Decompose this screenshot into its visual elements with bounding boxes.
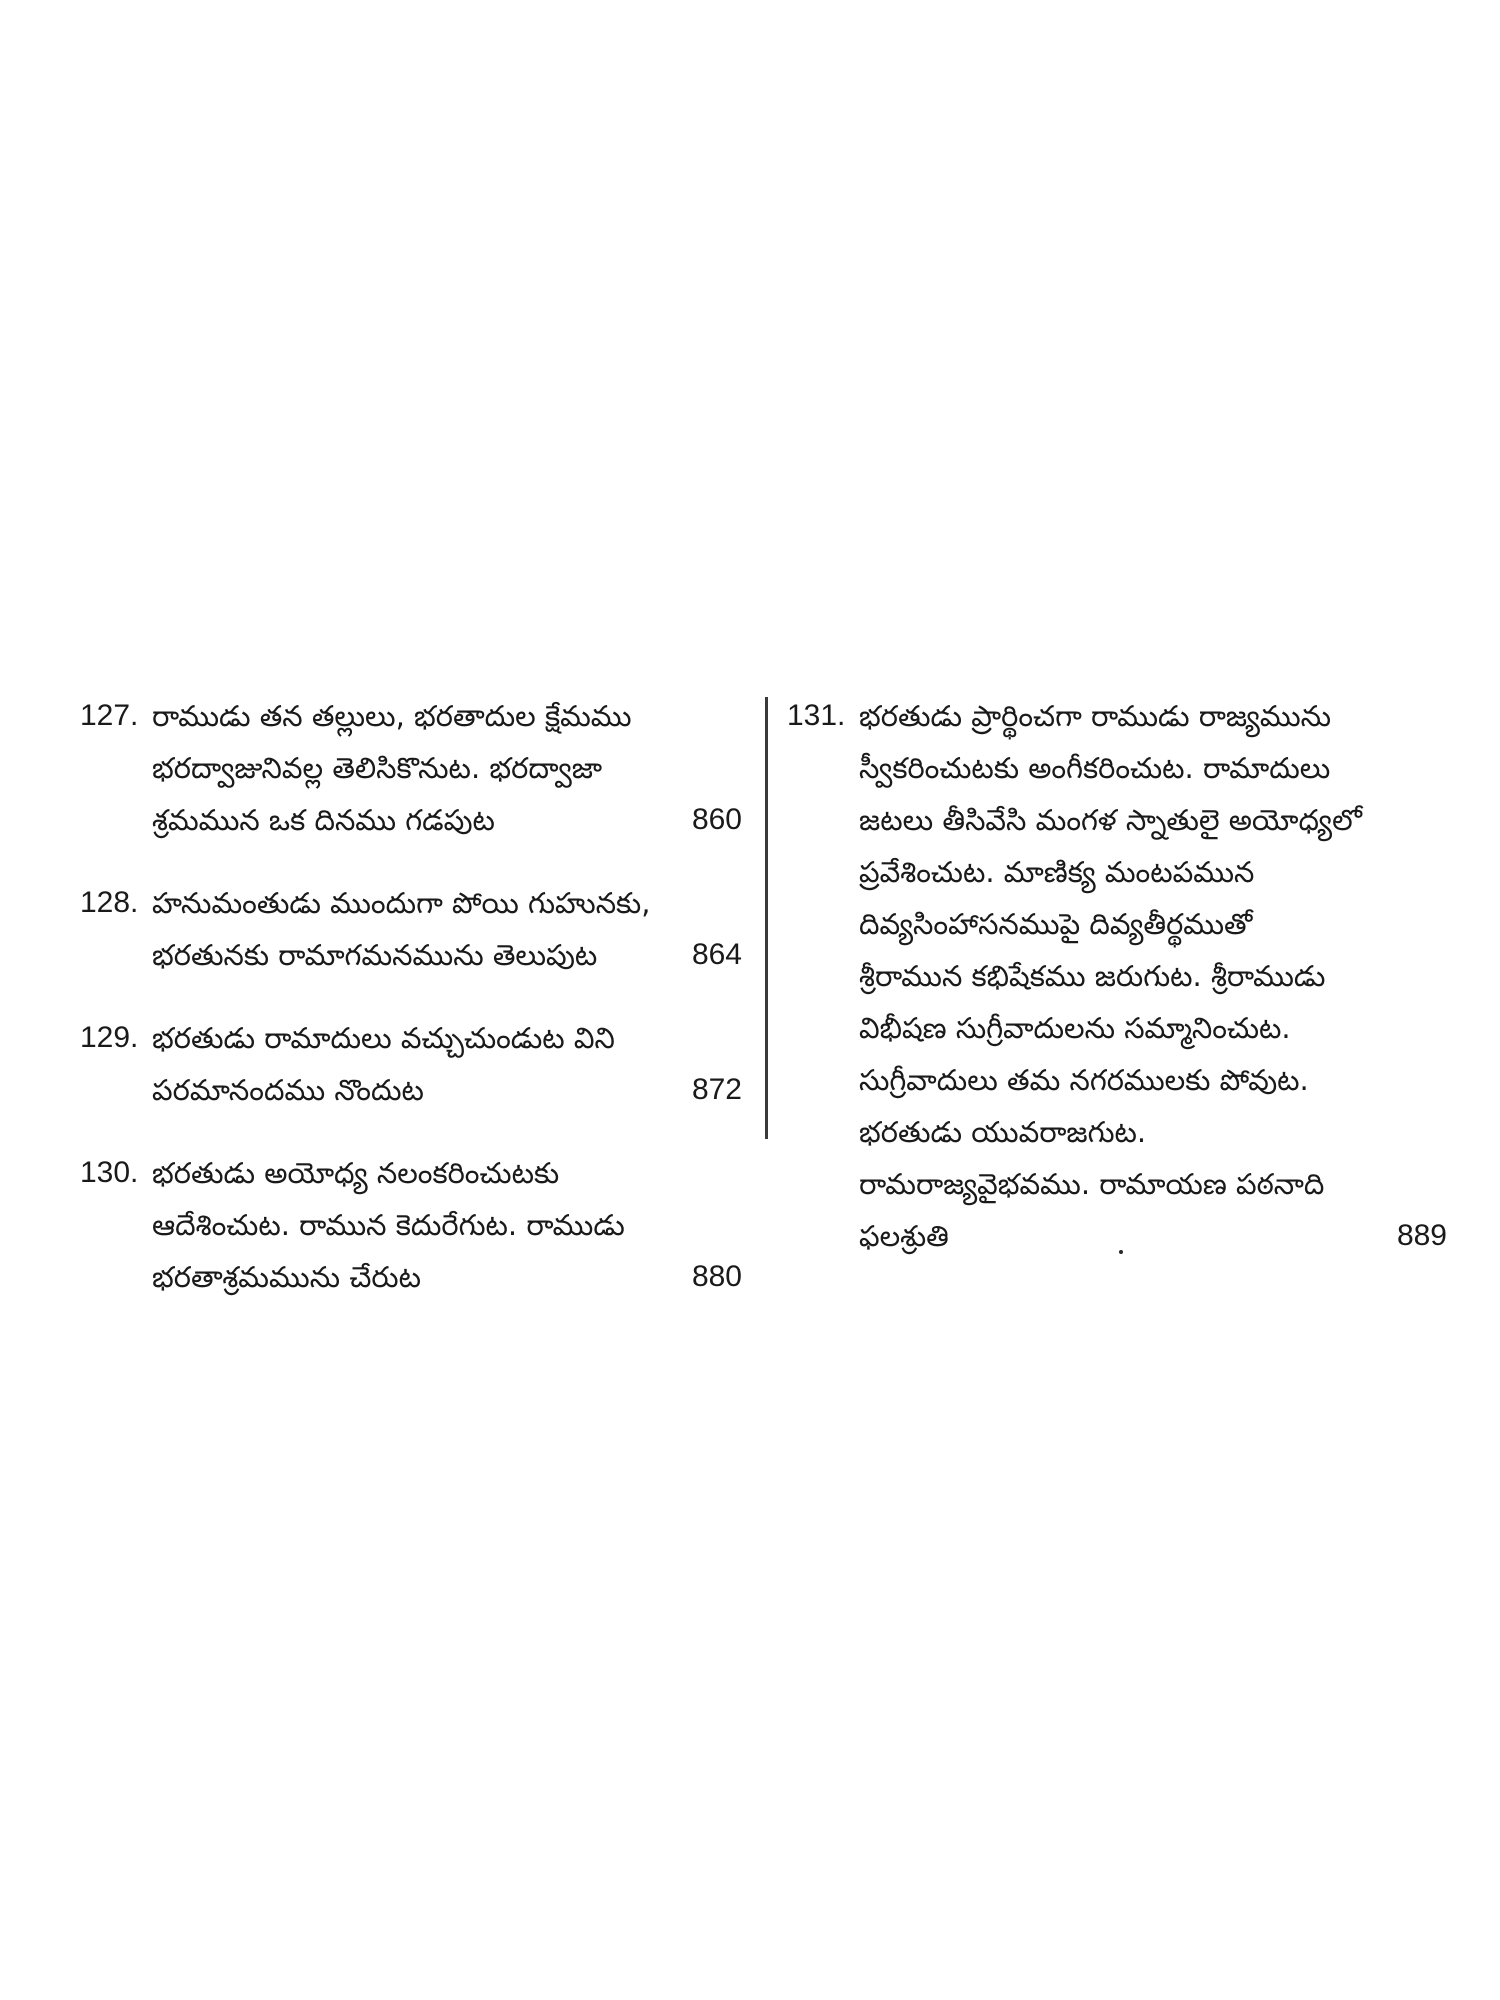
entry-line: విభీషణ సుగ్రీవాదులను సమ్మానించుట. [859, 1011, 1291, 1045]
entry-description [859, 690, 1447, 1262]
toc-entry-128 [80, 877, 742, 981]
entry-line: భరద్వాజునివల్ల తెలిసికొనుట. భరద్వాజా [152, 751, 603, 785]
entry-line: సుగ్రీవాదులు తమ నగరములకు పోవుట. [859, 1063, 1309, 1097]
page-number: 872 [691, 1073, 742, 1106]
entry-last-line [152, 1064, 742, 1116]
entry-line: దివ్యసింహాసనముపై దివ్యతీర్థముతో [859, 907, 1253, 941]
entry-line-text: పరమానందము నొందుట [152, 1073, 424, 1107]
page-number: 860 [691, 803, 742, 836]
entry-description [152, 1147, 742, 1303]
entry-line: భరతుడు అయోధ్య నలంకరించుటకు [152, 1156, 560, 1190]
entry-last-line [152, 794, 742, 846]
entry-line-text: భరతాశ్రమమును చేరుట [152, 1260, 421, 1294]
toc-entry-131 [787, 690, 1447, 1262]
entry-line: స్వీకరించుటకు అంగీకరించుట. రామాదులు [859, 751, 1331, 785]
entry-description [152, 1012, 742, 1116]
entry-number: 129. [80, 1021, 139, 1054]
entry-line: భరతుడు రామాదులు వచ్చుచుండుట విని [152, 1021, 615, 1055]
entry-line-text: శ్రమమున ఒక దినము గడపుట [152, 803, 495, 837]
toc-entry-129 [80, 1012, 742, 1116]
page-number: 889 [1396, 1219, 1447, 1252]
toc-entry-127 [80, 690, 742, 846]
entry-line: జటలు తీసివేసి మంగళ స్నాతులై అయోధ్యలో [859, 803, 1362, 837]
page-number: 864 [691, 938, 742, 971]
entry-line: రాముడు తన తల్లులు, భరతాదుల క్షేమము [152, 699, 632, 733]
column-divider [765, 697, 768, 1139]
toc-entry-130 [80, 1147, 742, 1303]
entry-description [152, 877, 742, 981]
toc-left-column [80, 690, 742, 1303]
entry-line: ప్రవేశించుట. మాణిక్య మంటపమున [859, 855, 1255, 889]
entry-number: 127. [80, 699, 139, 732]
entry-last-line [152, 1251, 742, 1303]
entry-line: శ్రీరామున కభిషేకము జరుగుట. శ్రీరాముడు [859, 959, 1326, 993]
print-speck [1119, 1250, 1123, 1254]
entry-number: 131. [787, 699, 846, 732]
entry-line: భరతుడు ప్రార్థించగా రాముడు రాజ్యమును [859, 699, 1331, 733]
toc-right-column [787, 690, 1447, 1262]
page-number: 880 [691, 1260, 742, 1293]
entry-number: 130. [80, 1156, 139, 1189]
entry-line: ఆదేశించుట. రామున కెదురేగుట. రాముడు [152, 1208, 625, 1242]
entry-line-text: ఫలశ్రుతి [859, 1219, 949, 1253]
entry-line-text: భరతునకు రామాగమనమును తెలుపుట [152, 938, 598, 972]
entry-line: భరతుడు యువరాజగుట. [859, 1115, 1147, 1149]
entry-number: 128. [80, 886, 139, 919]
entry-description [152, 690, 742, 846]
entry-line: హనుమంతుడు ముందుగా పోయి గుహునకు, [152, 886, 651, 920]
entry-line: రామరాజ్యవైభవము. రామాయణ పఠనాది [859, 1167, 1325, 1201]
entry-last-line [152, 929, 742, 981]
entry-last-line [859, 1210, 1447, 1262]
